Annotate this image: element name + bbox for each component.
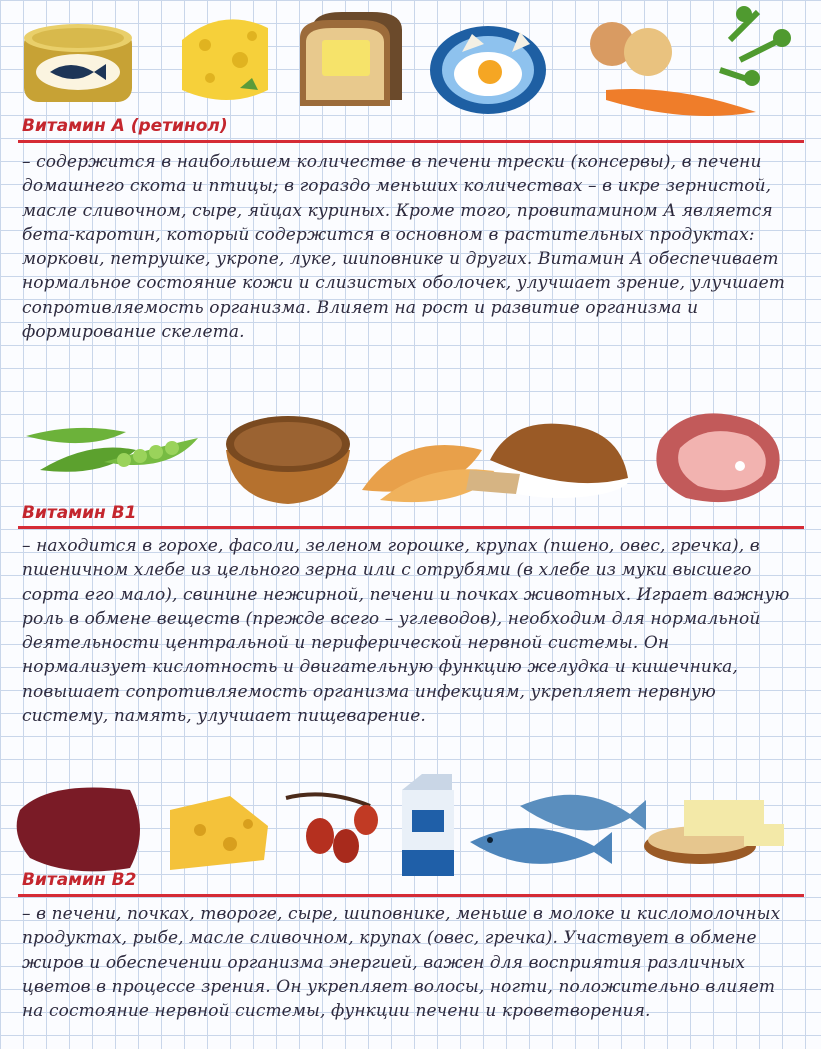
- section-text: – находится в горохе, фасоли, зеленом горошке, крупах (пшено, овес, гречка), в пшеничном хлебе из цельного зерна или с отрубями (в хлебе из муки высшего сорта его мало), свинине нежирной, печени и почках животных. Играет важную роль в обмене веществ (прежде всего – углеводов), необходим для нормальной деятельности центральной и периферической нервной системы. Он нормализует кислотность и двигательную функцию желудка и кишечника, повышает сопротивляемость организма инфекциям, укрепляет нервную систему, память, улучшает пищеварение.: [22, 536, 790, 727]
- vitamin-b2-foods: [0, 770, 821, 880]
- butter-bread-icon: [644, 800, 784, 864]
- cheese-icon: [182, 19, 268, 100]
- section-title: Витамин В2: [22, 870, 137, 890]
- section-vitamin-b1: [0, 400, 821, 770]
- section-text: – в печени, почках, твороге, сыре, шиповнике, меньше в молоке и кисломолочных продуктах, рыбе, масле сливочном, крупах (овес, гречка). Участвует в обмене жиров и обеспечении организма энергией, важен для восприятия различных цветов в процессе зрения. Он укрепляет волосы, ногти, положительно влияет на состояние нервной системы, функции печени и кроветворения.: [22, 904, 781, 1022]
- bread-loaves-icon: [362, 424, 630, 502]
- buckwheat-bowl-icon: [226, 416, 350, 504]
- section-title: Витамин В1: [22, 503, 137, 523]
- cheese-wedge-icon: [170, 796, 268, 870]
- fish-icon: [470, 795, 646, 864]
- egg-icon: [430, 26, 546, 114]
- ham-icon: [656, 413, 779, 502]
- pea-pods-icon: [26, 428, 198, 472]
- bread-butter-icon: [300, 12, 402, 106]
- liver-icon: [17, 788, 140, 872]
- title-underline: [18, 894, 804, 897]
- section-vitamin-a: [0, 0, 821, 400]
- title-underline: [18, 140, 804, 143]
- section-text: – содержится в наибольшем количестве в печени трески (консервы), в печени домашнего скота и птицы; в гораздо меньших количествах – в икре зернистой, масле сливочном, сыре, яйцах куриных. Кроме того, провитамином А является бета-каротин, который содержится в основном в растительных продуктах: моркови, петрушке, укропе, луке, шиповнике и других. Витамин А обеспечивает нормальное состояние кожи и слизистых оболочек, улучшает зрение, улучшает сопротивляемость организма. Влияет на рост и развитие организма и формирование скелета.: [22, 152, 785, 343]
- vitamin-b1-foods: [0, 400, 821, 510]
- section-title: Витамин А (ретинол): [22, 116, 228, 136]
- section-vitamin-b2: [0, 770, 821, 1049]
- milk-carton-icon: [402, 774, 454, 876]
- rosehip-icon: [286, 794, 378, 863]
- title-underline: [18, 526, 804, 529]
- canned-fish-icon: [24, 24, 132, 102]
- onion-carrot-icon: [590, 6, 791, 116]
